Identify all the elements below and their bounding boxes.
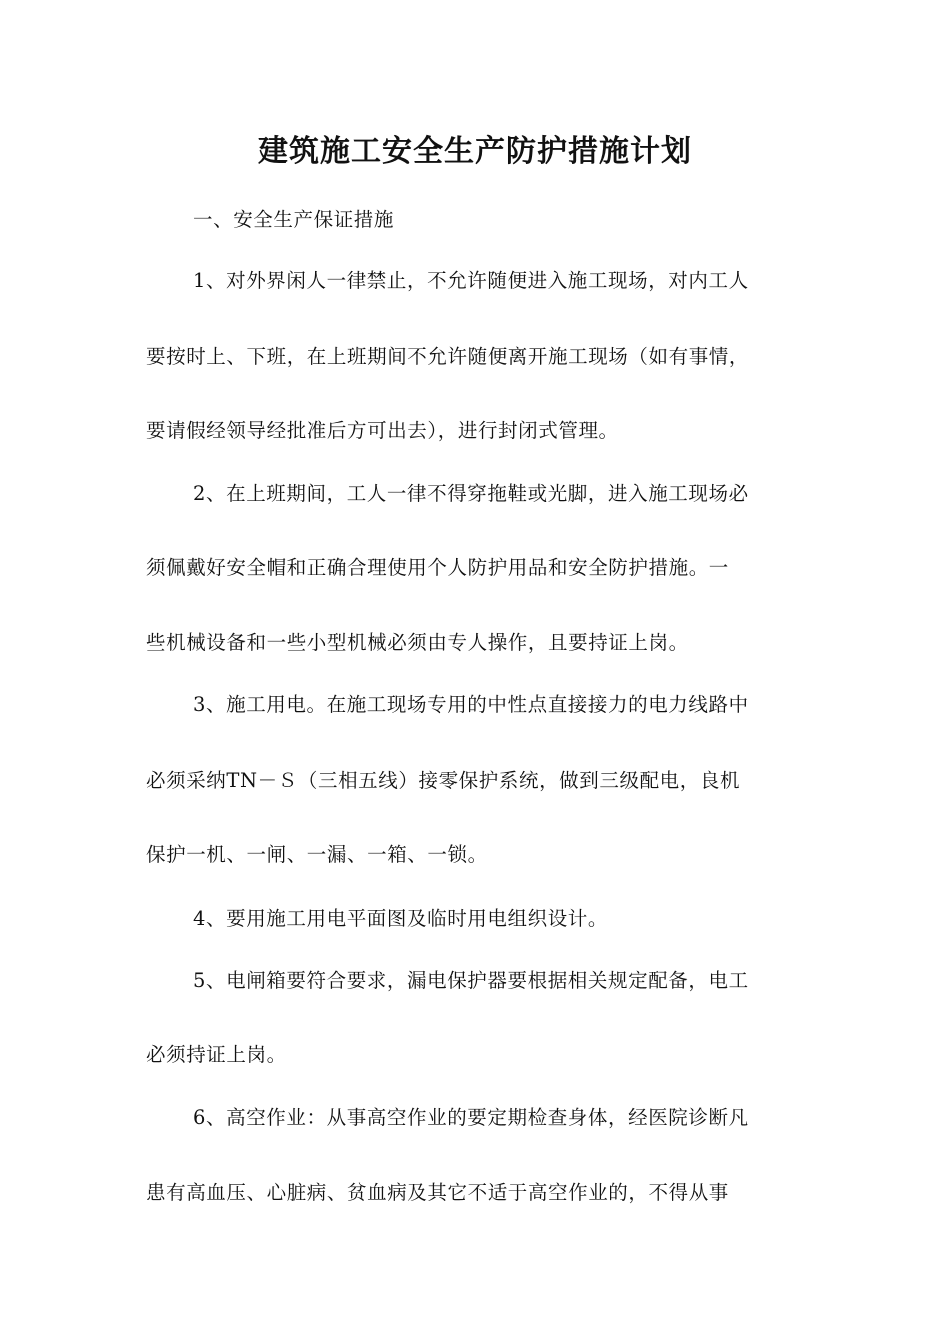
paragraph-line: 4、要用施工用电平面图及临时用电组织设计。 <box>193 907 609 930</box>
paragraph-line: 5、电闸箱要符合要求，漏电保护器要根据相关规定配备，电工 <box>193 969 749 992</box>
paragraph-line: 保护一机、一闸、一漏、一箱、一锁。 <box>146 843 488 866</box>
paragraph-line: 要请假经领导经批准后方可出去），进行封闭式管理。 <box>146 419 619 442</box>
paragraph-line: 要按时上、下班，在上班期间不允许随便离开施工现场（如有事情， <box>146 345 750 368</box>
paragraph-line: 6、高空作业：从事高空作业的要定期检查身体，经医院诊断凡 <box>193 1106 749 1129</box>
paragraph-line: 必须采纳TN－Ｓ（三相五线）接零保护系统，做到三级配电，良机 <box>146 769 741 792</box>
paragraph-line: 2、在上班期间，工人一律不得穿拖鞋或光脚，进入施工现场必 <box>193 482 749 505</box>
paragraph-line: 须佩戴好安全帽和正确合理使用个人防护用品和安全防护措施。一 <box>146 556 729 579</box>
section-heading: 一、安全生产保证措施 <box>193 208 395 231</box>
paragraph-line: 患有高血压、心脏病、贫血病及其它不适于高空作业的，不得从事 <box>146 1181 729 1204</box>
paragraph-line: 些机械设备和一些小型机械必须由专人操作，且要持证上岗。 <box>146 631 689 654</box>
document-title: 建筑施工安全生产防护措施计划 <box>258 134 692 169</box>
paragraph-line: 3、施工用电。在施工现场专用的中性点直接接力的电力线路中 <box>193 693 749 716</box>
paragraph-line: 必须持证上岗。 <box>146 1043 287 1066</box>
paragraph-line: 1、对外界闲人一律禁止，不允许随便进入施工现场，对内工人 <box>193 269 749 292</box>
